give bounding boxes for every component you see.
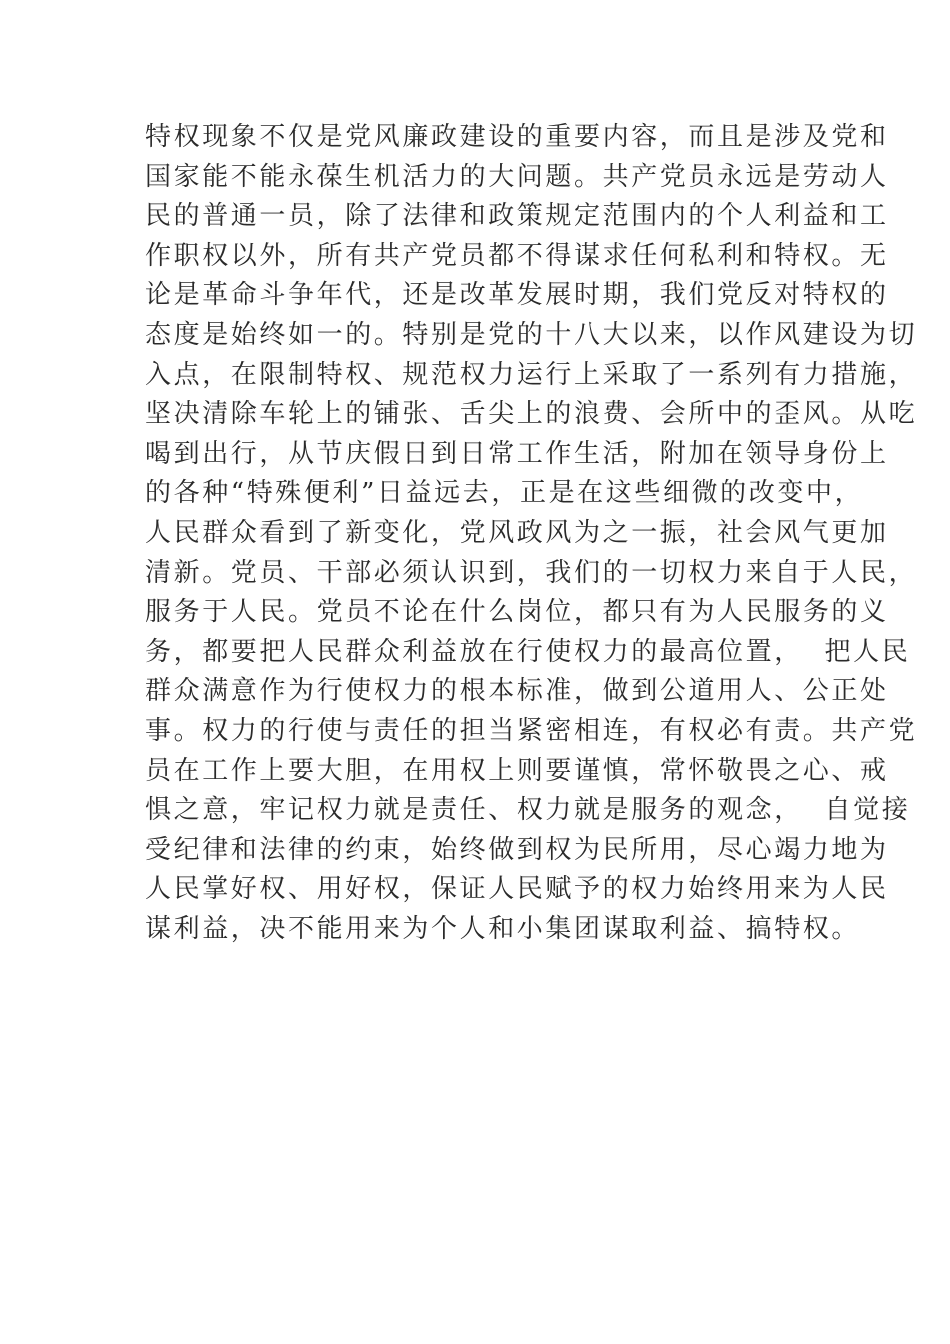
text-line: 特权现象不仅是党风廉政建设的重要内容，而且是涉及党和 — [145, 122, 889, 152]
text-line: 受纪律和法律的约束，始终做到权为民所用，尽心竭力地为 — [145, 834, 889, 865]
text-line: 清新。党员、干部必须认识到，我们的一切权力来自于人民， — [145, 557, 918, 588]
text-line: 入点，在限制特权、规范权力运行上采取了一系列有力措施， — [145, 359, 918, 390]
text-line: 务，都要把人民群众利益放在行使权力的最高位置， 把人民 — [145, 636, 911, 667]
text-line: 喝到出行，从节庆假日到日常工作生活，附加在领导身份上 — [145, 438, 889, 469]
text-line: 群众满意作为行使权力的根本标准，做到公道用人、公正处 — [145, 676, 889, 707]
text-line: 谋利益，决不能用来为个人和小集团谋取利益、搞特权。 — [145, 913, 861, 944]
text-line: 论是革命斗争年代，还是改革发展时期，我们党反对特权的 — [145, 280, 889, 311]
text-line: 坚决清除车轮上的铺张、舌尖上的浪费、会所中的歪风。从吃 — [145, 399, 918, 430]
text-line: 的各种“特殊便利”日益远去，正是在这些细微的改变中， — [145, 478, 864, 509]
text-line: 态度是始终如一的。特别是党的十八大以来，以作风建设为切 — [145, 319, 918, 350]
body-paragraph — [145, 118, 918, 949]
text-line: 民的普通一员，除了法律和政策规定范围内的个人利益和工 — [145, 201, 889, 232]
text-line: 惧之意，牢记权力就是责任、权力就是服务的观念， 自觉接 — [145, 795, 911, 826]
text-line: 人民群众看到了新变化，党风政风为之一振，社会风气更加 — [145, 517, 889, 548]
text-line: 员在工作上要大胆，在用权上则要谨慎，常怀敬畏之心、戒 — [145, 755, 889, 786]
text-line: 国家能不能永葆生机活力的大问题。共产党员永远是劳动人 — [145, 161, 889, 192]
text-line: 作职权以外，所有共产党员都不得谋求任何私利和特权。无 — [145, 240, 889, 271]
text-line: 事。权力的行使与责任的担当紧密相连，有权必有责。共产党 — [145, 715, 918, 746]
text-line: 人民掌好权、用好权，保证人民赋予的权力始终用来为人民 — [145, 874, 889, 905]
text-line: 服务于人民。党员不论在什么岗位，都只有为人民服务的义 — [145, 597, 889, 628]
